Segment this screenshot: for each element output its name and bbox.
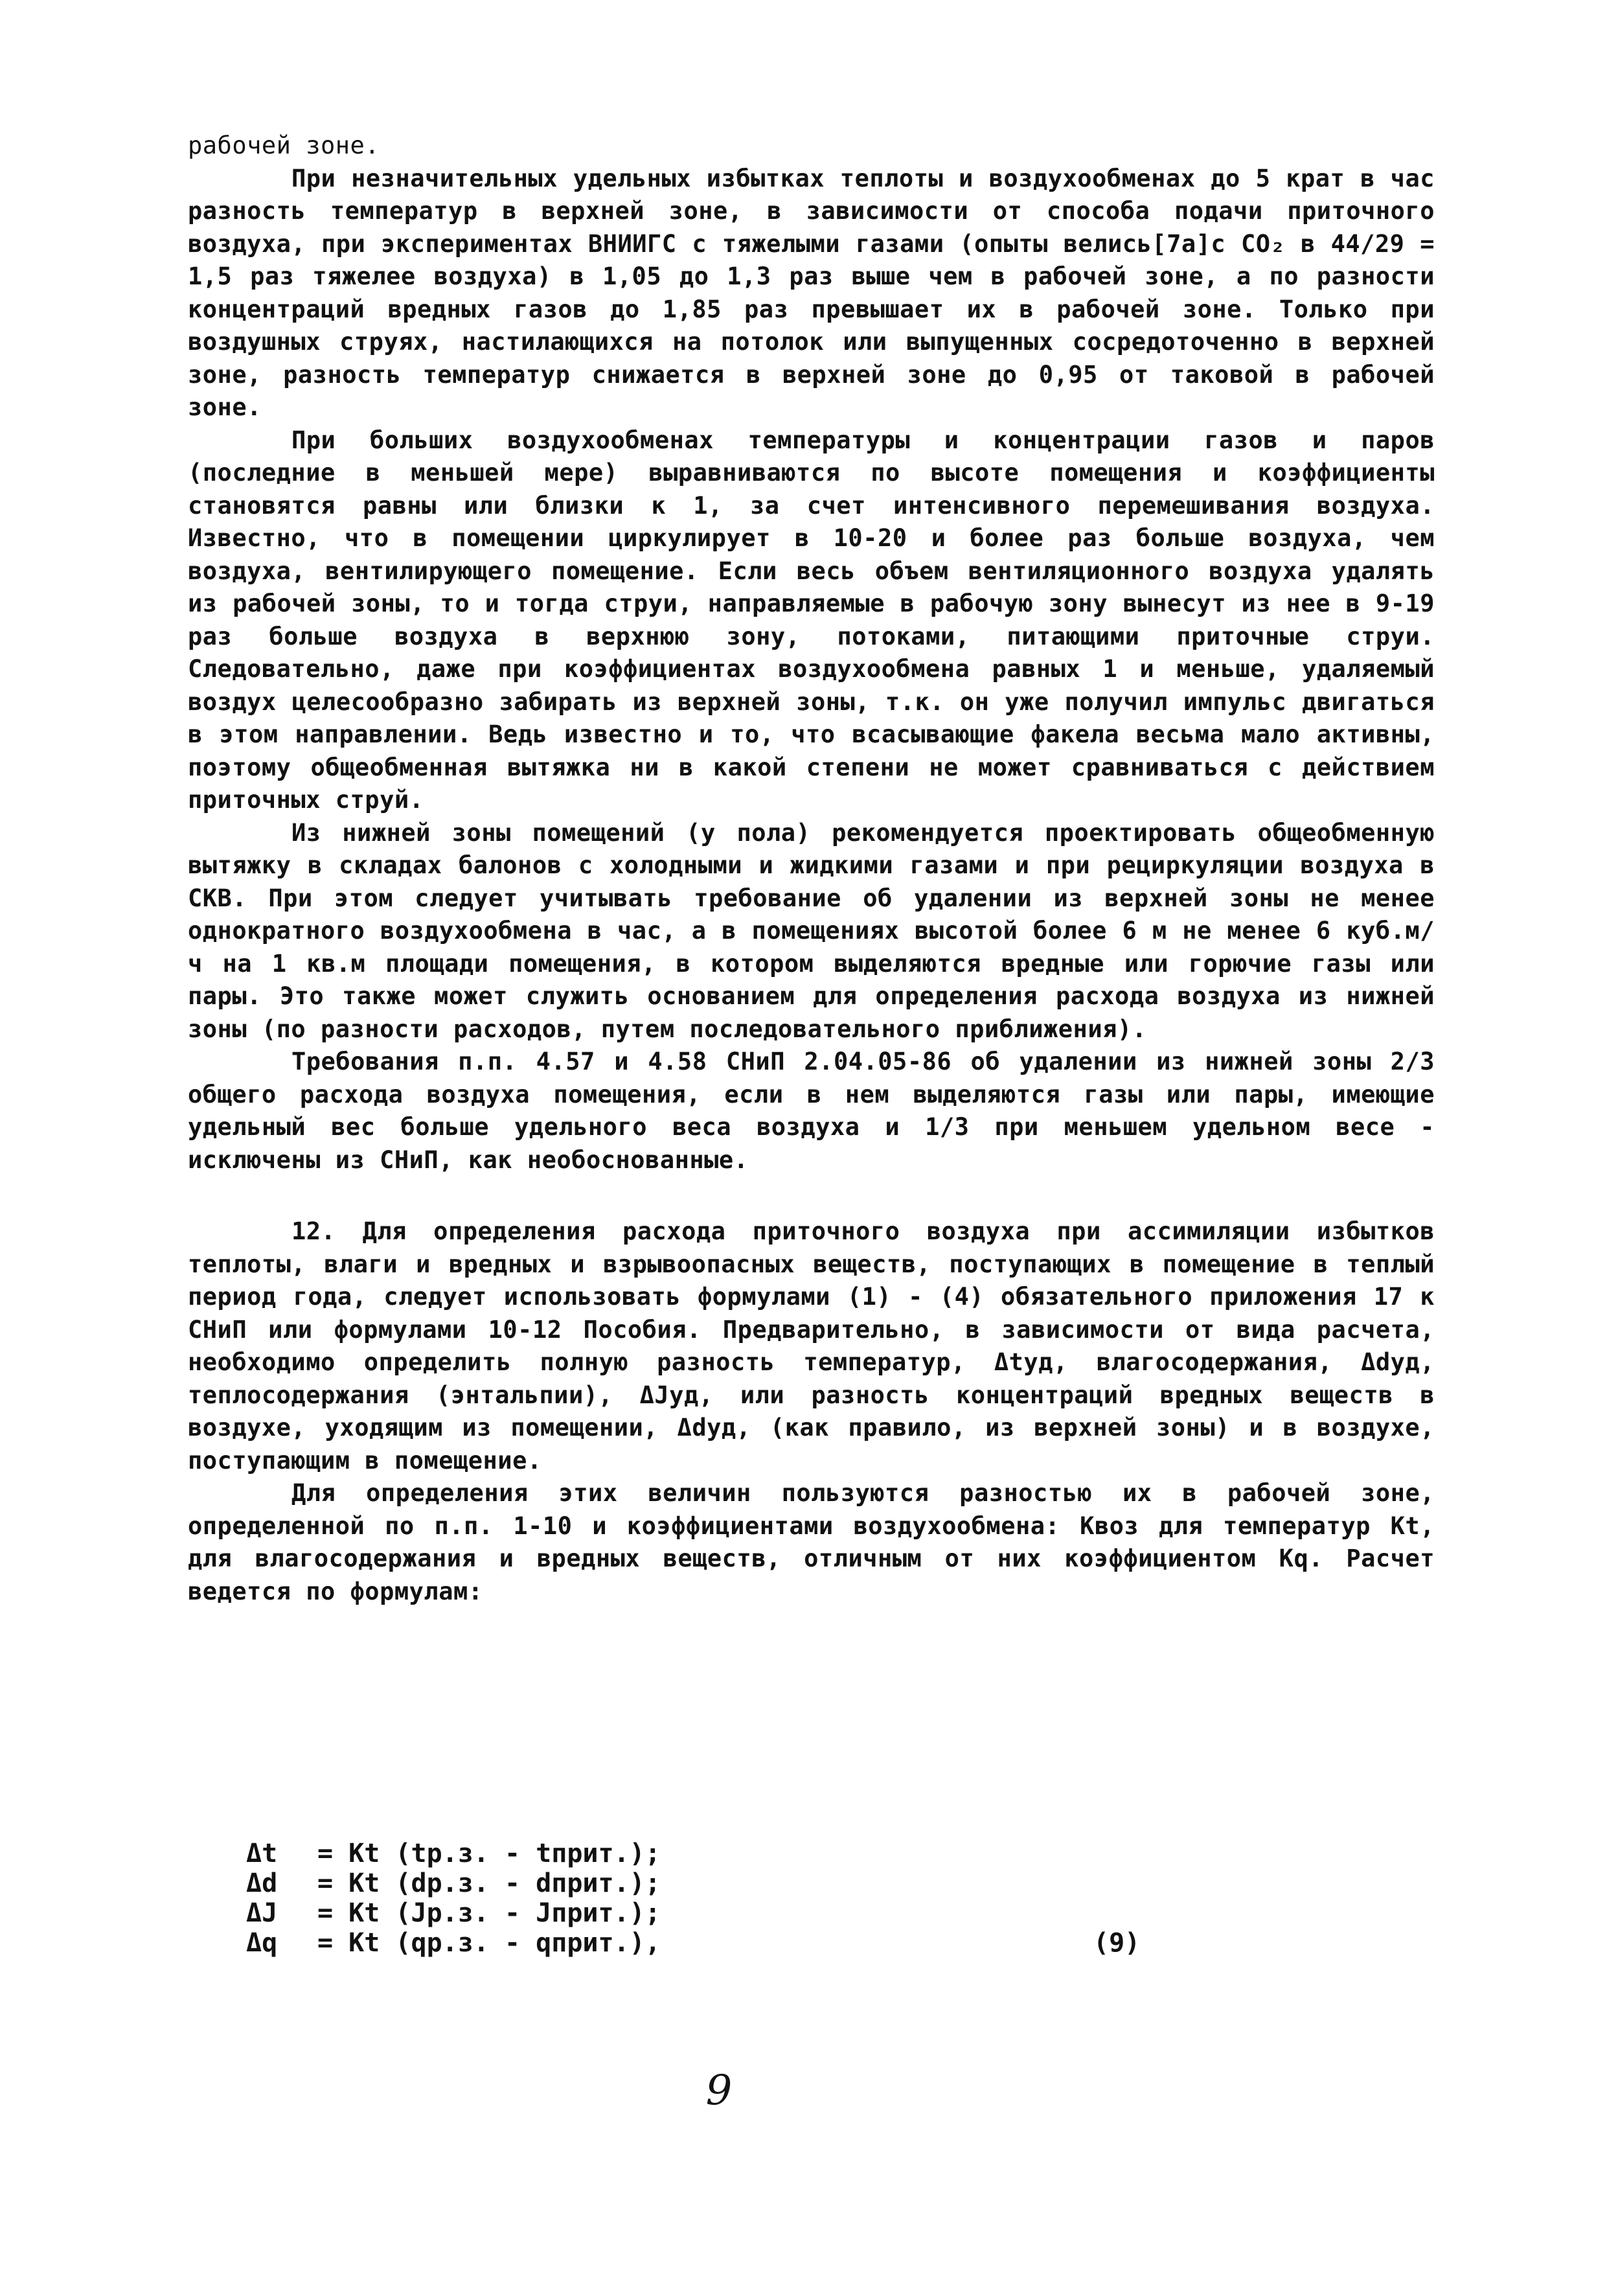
paragraph-continuation: рабочей зоне. bbox=[188, 132, 380, 159]
paragraph-snip-requirements: Требования п.п. 4.57 и 4.58 СНиП 2.04.05-86 об удалении из нижней зоны 2/3 общего расхода воздуха помещения, если в нем выделяются газы или пары, имеющие удельный вес больше удельного веса воздуха и 1/3 при меньшем удельном весе - исключены из СНиП, как необоснованные. bbox=[188, 1048, 1435, 1174]
formula-expression: = Kt (tр.з. - tприт.); bbox=[317, 1839, 661, 1868]
paragraph-calculation-intro: Для определения этих величин пользуются разностью их в рабочей зоне, определенной по п.п. 1-10 и коэффициентами воздухообмена: Kвоз для температур Kt, для влагосодержания и вредных веществ, отличным от них коэффициентом Kq. Расчет ведется по формулам: bbox=[188, 1479, 1435, 1605]
formula-symbol: Δq bbox=[246, 1928, 278, 1958]
formula-row bbox=[246, 1898, 1153, 1928]
formula-symbol: Δd bbox=[246, 1868, 278, 1898]
paragraph-small-heat-excess: При незначительных удельных избытках теплоты и воздухообменах до 5 крат в час разность температур в верхней зоне, в зависимости от способа подачи приточного воздуха, при экспериментах ВНИИГС с тяжелыми газами (опыты велись[7а]с CO₂ в 44/29 = 1,5 раз тяжелее воздуха) в 1,05 до 1,3 раз выше чем в рабочей зоне, а по разности концентраций вредных газов до 1,85 раз превышает их в рабочей зоне. Только при воздушных струях, настилающихся на потолок или выпущенных сосредоточенно в верхней зоне, разность температур снижается в верхней зоне до 0,95 от таковой в рабочей зоне. bbox=[188, 164, 1435, 421]
formula-expression: = Kt (dр.з. - dприт.); bbox=[317, 1868, 661, 1898]
body-text bbox=[188, 130, 1435, 1608]
formula-expression: = Kt (qр.з. - qприт.), bbox=[317, 1928, 661, 1958]
formula-block bbox=[246, 1839, 1153, 1958]
page-number: 9 bbox=[705, 2067, 733, 2115]
formula-row bbox=[246, 1928, 1153, 1958]
equation-number: (9) bbox=[1093, 1928, 1141, 1958]
formula-row bbox=[246, 1839, 1153, 1868]
formula-symbol: ΔJ bbox=[246, 1898, 278, 1928]
paragraph-large-air-exchange: При больших воздухообменах температуры и концентрации газов и паров (последние в меньшей мере) выравниваются по высоте помещения и коэффициенты становятся равны или близки к 1, за счет интенсивного перемешивания воздуха. Известно, что в помещении циркулирует в 10-20 и более раз больше воздуха, чем воздуха, вентилирующего помещение. Если весь объем вентиляционного воздуха удалять из рабочей зоны, то и тогда струи, направляемые в рабочую зону вынесут из нее в 9-19 раз больше воздуха в верхнюю зону, потоками, питающими приточные струи. Следовательно, даже при коэффициентах воздухообмена равных 1 и меньше, удаляемый воздух целесообразно забирать из верхней зоны, т.к. он уже получил импульс двигаться в этом направлении. Ведь известно и то, что всасывающие факела весьма мало активны, поэтому общеобменная вытяжка ни в какой степени не может сравниваться с действием приточных струй. bbox=[188, 426, 1435, 814]
formula-expression: = Kt (Jр.з. - Jприт.); bbox=[317, 1898, 661, 1928]
formula-row bbox=[246, 1868, 1153, 1898]
paragraph-lower-zone-exhaust: Из нижней зоны помещений (у пола) рекомендуется проектировать общеобменную вытяжку в складах балонов с холодными и жидкими газами и при рециркуляции воздуха в СКВ. При этом следует учитывать требование об удалении из верхней зоны не менее однократного воздухообмена в час, а в помещениях высотой более 6 м не менее 6 куб.м/ч на 1 кв.м площади помещения, в котором выделяются вредные или горючие газы или пары. Это также может служить основанием для определения расхода воздуха из нижней зоны (по разности расходов, путем последовательного приближения). bbox=[188, 818, 1435, 1043]
paragraph-item-12: 12. Для определения расхода приточного воздуха при ассимиляции избытков теплоты, влаги и вредных и взрывоопасных веществ, поступающих в помещение в теплый период года, следует использовать формулами (1) - (4) обязательного приложения 17 к СНиП или формулами 10-12 Пособия. Предварительно, в зависимости от вида расчета, необходимо определить полную разность температур, Δtуд, влагосодержания, Δdуд, теплосодержания (энтальпии), ΔJуд, или разность концентраций вредных веществ в воздухе, уходящим из помещении, Δdуд, (как правило, из верхней зоны) и в воздухе, поступающим в помещение. bbox=[188, 1217, 1435, 1475]
formula-symbol: Δt bbox=[246, 1839, 278, 1868]
